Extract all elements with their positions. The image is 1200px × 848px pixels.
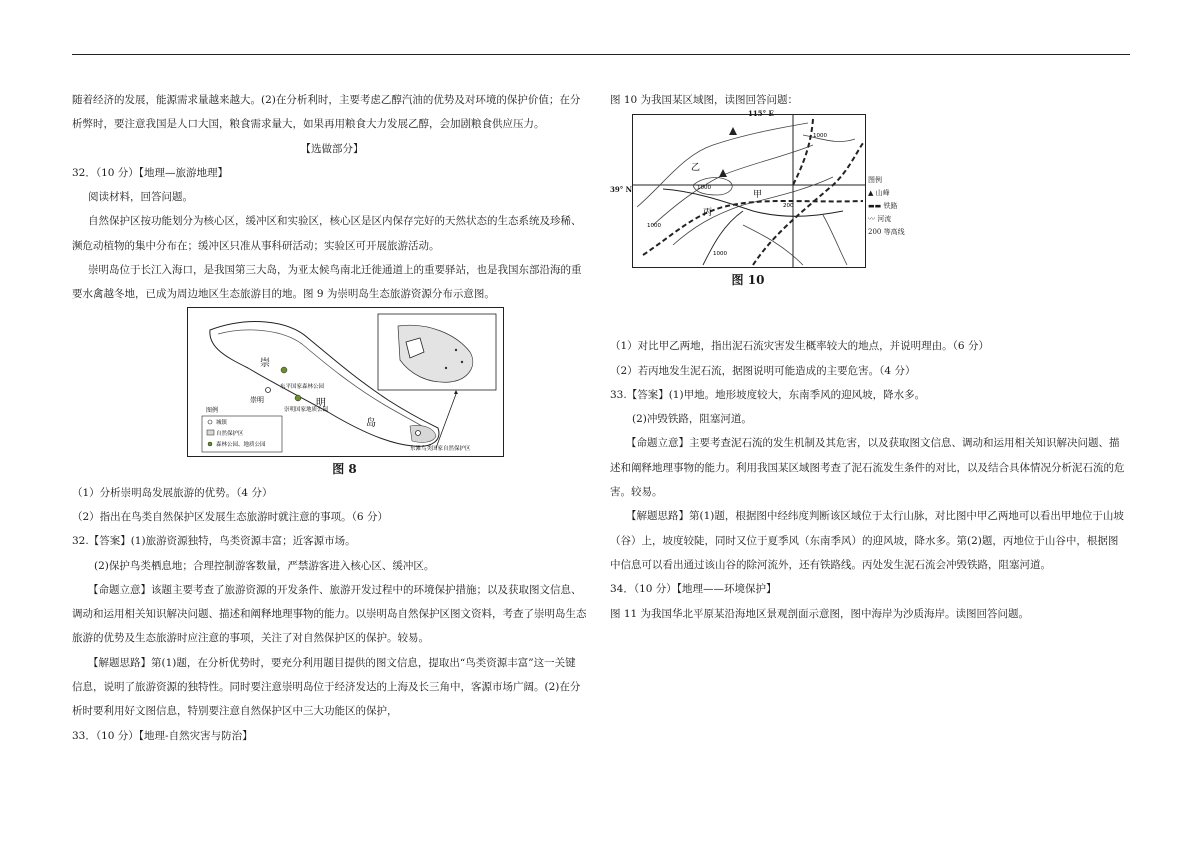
legend-item [868, 187, 928, 200]
peak-icon: ▲ [868, 189, 874, 198]
legend-label: 铁路 [883, 202, 898, 211]
contour-value: 1000 [813, 133, 827, 140]
text-line: 析弊时，要注意我国是人口大国，粮食需求量大，如果再用粮食大力发展乙醇，会加剧粮食供应压力。 [72, 118, 545, 131]
text-line: 要水禽越冬地，已成为周边地区生态旅游目的地。图 9 为崇明岛生态旅游资源分布示意图。 [72, 288, 495, 301]
reserve-label: 东滩鸟类国家自然保护区 [410, 445, 471, 452]
question-title: 32．（10 分）【地理—旅游地理】 [72, 166, 229, 179]
text-line: （2）指出在鸟类自然保护区发展生态旅游时就注意的事项。（6 分） [72, 510, 388, 523]
geopark-marker [295, 395, 301, 401]
legend-item: 森林公园、地质公园 [216, 441, 266, 448]
text-line: 旅游的优势及生态旅游时应注意的事项，关注了对自然保护区的保护。较易。 [72, 632, 429, 645]
peak-icon [719, 169, 727, 177]
text-line: 图 10 为我国某区域图，读图回答问题： [610, 94, 799, 106]
park-label: 东平国家森林公园 [280, 383, 325, 390]
map-char: 明 [316, 397, 326, 409]
reserve-marker [416, 430, 421, 435]
figure-caption: 图 10 [731, 273, 765, 288]
text-line: 随着经济的发展，能源需求量越来越大。(2)在分析利时，主要考虑乙醇汽油的优势及对环境的保护价值；在分 [72, 94, 581, 106]
text-line: （2）若丙地发生泥石流，据图说明可能造成的主要危害。（4 分） [610, 364, 916, 377]
legend-label: 等高线 [883, 228, 905, 237]
legend-item [868, 200, 928, 213]
answer-line: (2)保护鸟类栖息地；合理控制游客数量，严禁游客进入核心区、缓冲区。 [94, 559, 435, 572]
text-line: 述和阐释地理事物的能力。利用我国某区域图考查了泥石流发生条件的对比，以及结合具体情况分析泥石流的危 [610, 461, 1125, 474]
text-line: 自然保护区按功能划分为核心区，缓冲区和实验区，核心区是区内保存完好的天然状态的生态系统及珍稀、 [88, 215, 582, 228]
town-marker [266, 387, 271, 392]
text-line: 【命题立意】该题主要考查了旅游资源的开发条件、旅游开发过程中的环境保护措施；以及获取图文信息、 [88, 583, 582, 596]
town-label: 崇明 [250, 395, 264, 404]
header-rule [72, 54, 1130, 55]
text-line: 崇明岛位于长江入海口，是我国第三大岛，为亚太候鸟南北迁徙通道上的重要驿站，也是我国东部沿海的重 [88, 264, 582, 277]
answer-line: 32.【答案】(1)旅游资源独特，鸟类资源丰富；近客源市场。 [72, 535, 356, 548]
contour-value: 200 [868, 228, 882, 237]
text-line: 濒危动植物的集中分布在；缓冲区只准从事科研活动；实验区可开展旅游活动。 [72, 239, 440, 252]
question-title: 34．（10 分）【地理——环境保护】 [610, 583, 777, 596]
legend-label: 河流 [877, 215, 892, 224]
contour-value: 1000 [647, 223, 661, 230]
text-line: 阅读材料，回答问题。 [88, 191, 193, 204]
answer-line: 33.【答案】(1)甲地。地形坡度较大，东南季风的迎风坡，降水多。 [610, 388, 926, 401]
peak-icon [729, 127, 737, 135]
railway [753, 143, 863, 265]
map-legend [868, 174, 928, 239]
contour-value: 1000 [713, 251, 727, 258]
contour-value: 1000 [697, 185, 711, 192]
park-label: 崇明国家地质公园 [284, 406, 329, 413]
figure-caption: 图 8 [332, 461, 357, 476]
chongming-map [187, 307, 504, 457]
contour-value: 200 [783, 203, 794, 210]
legend-item: 城镇 [216, 419, 228, 426]
forest-park-marker [281, 367, 287, 373]
figure-10 [610, 109, 1130, 334]
place-label: 乙 [691, 163, 701, 174]
river-icon: 〰 [868, 215, 875, 224]
place-label: 甲 [753, 190, 763, 201]
longitude-label: 115° E [748, 109, 774, 119]
place-label: 丙 [703, 208, 713, 219]
latitude-label: 39° N [610, 185, 633, 195]
legend-label: 山峰 [875, 189, 890, 198]
section-heading: 【选做部分】 [300, 142, 364, 155]
text-line: 【解题思路】第(1)题，根据图中经纬度判断该区域位于太行山脉，对比图中甲乙两地可以看出甲地位于山坡 [626, 510, 1124, 523]
answer-line: (2)冲毁铁路，阻塞河道。 [632, 413, 752, 426]
legend-item [868, 213, 928, 226]
legend-item: 自然保护区 [216, 430, 244, 437]
text-line: 【解题思路】第(1)题，在分析优势时，要充分利用题目提供的图文信息，提取出“鸟类资源丰富”这一关键 [88, 656, 576, 669]
legend-item [868, 226, 928, 239]
left-column [72, 88, 592, 748]
region-map [632, 114, 866, 268]
text-line: （1）对比甲乙两地，指出泥石流灾害发生概率较大的地点，并说明理由。（6 分） [610, 340, 989, 353]
map-char: 岛 [366, 417, 376, 429]
text-line: 析时要利用好文图信息，特别要注意自然保护区中三大功能区的保护， [72, 705, 398, 718]
map-char: 崇 [260, 357, 270, 369]
railway [793, 119, 813, 185]
question-title: 33．（10 分）【地理-自然灾害与防治】 [72, 729, 253, 742]
figure-9 [72, 307, 592, 481]
text-line: 调动和运用相关知识解决问题、描述和阐释地理事物的能力。以崇明岛自然保护区图文资料，考查了崇明岛生态 [72, 608, 587, 621]
text-line: 中信息可以看出通过该山谷的除河流外，还有铁路线。丙处发生泥石流会冲毁铁路，阻塞河道。 [610, 558, 1051, 571]
text-line: （1）分析崇明岛发展旅游的优势。（4 分） [72, 486, 273, 499]
text-line: 害。较易。 [610, 486, 663, 499]
text-line: 图 11 为我国华北平原某沿海地区景观剖面示意图，图中海岸为沙质海岸。读图回答问题。 [610, 607, 1030, 620]
legend-title: 图例 [206, 406, 219, 414]
right-column [610, 88, 1130, 626]
text-line: （谷）上，坡度较陡，同时又位于夏季风（东南季风）的迎风坡，降水多。第(2)题，丙地位于山谷中，根据图 [610, 534, 1119, 547]
text-line: 信息，说明了旅游资源的独特性。同时要注意崇明岛位于经济发达的上海及长三角中，客源市场广阔。(2)在分 [72, 681, 581, 694]
text-line: 【命题立意】主要考查泥石流的发生机制及其危害，以及获取图文信息、调动和运用相关知识解决问题、描 [626, 437, 1120, 450]
railway-icon: ▬▬ [868, 202, 882, 211]
legend-title: 图例 [868, 176, 882, 185]
